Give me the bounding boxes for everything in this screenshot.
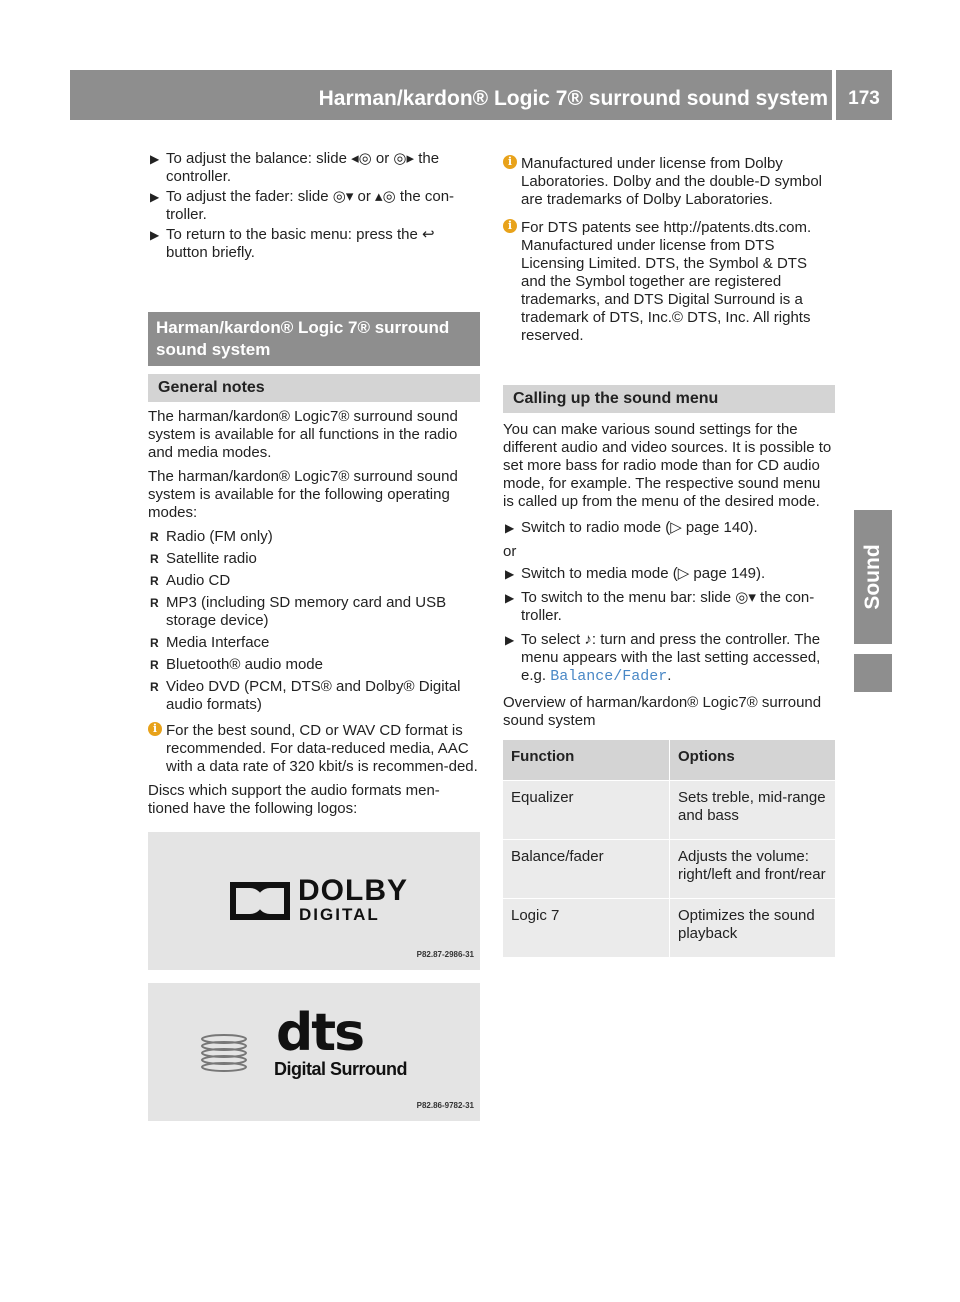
- paragraph: Discs which support the audio formats men-tioned have the following logos:: [148, 782, 440, 817]
- info-note: i Manufactured under license from Dolby Laboratories. Dolby and the double-D symbol are trademarks of Dolby Laboratories.: [503, 155, 835, 209]
- info-icon: i: [148, 722, 162, 736]
- left-column: [148, 150, 480, 1121]
- table-header: Function: [503, 740, 670, 780]
- table-row: Logic 7 Optimizes the sound playback: [503, 898, 835, 957]
- paragraph: Overview of harman/kardon® Logic7® surround sound system: [503, 694, 822, 729]
- info-note: i For DTS patents see http://patents.dts.com. Manufactured under license from DTS Licensing Limited. DTS, the Symbol & DTS and the Symbol together are registered trademarks, and DTS Digital Surround is a trademark of DTS, Inc.© DTS, Inc. All rights reserved.: [503, 219, 835, 345]
- dts-sub: Digital Surround: [274, 1059, 407, 1079]
- page-header-title: Harman/kardon® Logic 7® surround sound system: [318, 87, 828, 110]
- info-icon: i: [503, 219, 517, 233]
- step-item: ▶ Switch to radio mode (▷ page 140).: [505, 519, 758, 536]
- paragraph: The harman/kardon® Logic7® surround sound system is available for the following operating modes:: [148, 468, 458, 521]
- image-code: P82.86-9782-31: [416, 1101, 474, 1110]
- dolby-logo-image: [148, 832, 480, 970]
- dts-wordmark: dts: [276, 1003, 364, 1063]
- list-item: R Audio CD: [150, 572, 231, 589]
- list-item: R Media Interface: [150, 634, 270, 651]
- list-item: R MP3 (including SD memory card and USB storage device): [150, 594, 447, 629]
- step-item: ▶ To return to the basic menu: press the ↩ button briefly.: [150, 226, 435, 261]
- paragraph: The harman/kardon® Logic7® surround sound system is available for all functions in the radio and media modes.: [148, 408, 458, 461]
- image-code: P82.87-2986-31: [416, 950, 474, 959]
- section-title: Harman/kardon® Logic 7® surround sound system: [148, 312, 480, 366]
- table-row: Equalizer Sets treble, mid-range and bass: [503, 780, 835, 839]
- or-text: or: [503, 543, 517, 560]
- list-item: R Video DVD (PCM, DTS® and Dolby® Digital audio formats): [150, 678, 461, 713]
- list-item: R Radio (FM only): [150, 528, 273, 545]
- step-item: ▶ Switch to media mode (▷ page 149).: [505, 565, 766, 582]
- list-item: R Satellite radio: [150, 550, 257, 567]
- list-item: R Bluetooth® audio mode: [150, 656, 323, 673]
- info-icon: i: [503, 155, 517, 169]
- step-item: ▶ To adjust the balance: slide ◂◎ or ◎▸ the controller.: [150, 150, 440, 185]
- options-table: [503, 740, 835, 957]
- dolby-wordmark: DOLBY: [298, 874, 408, 907]
- side-tab-marker: [854, 654, 892, 692]
- page-number: 173: [848, 88, 880, 109]
- right-column: [503, 155, 835, 957]
- step-item: ▶ To select ♪: turn and press the controller. The menu appears with the last setting accessed, e.g. Balance/Fader.: [505, 631, 821, 685]
- paragraph: You can make various sound settings for the different audio and video sources. It is possible to set more bass for radio mode than for CD audio mode, for example. The respective sound menu is called up from the menu of the desired mode.: [503, 421, 832, 510]
- step-item: ▶ To switch to the menu bar: slide ◎▾ the con-troller.: [505, 589, 815, 624]
- dolby-sub: DIGITAL: [299, 905, 380, 924]
- menu-item-code: Balance/Fader: [550, 668, 668, 685]
- table-header: Options: [670, 740, 835, 780]
- subsection-title: General notes: [148, 374, 480, 402]
- side-tab-label: Sound: [861, 544, 884, 610]
- dts-logo-image: [148, 983, 480, 1121]
- step-item: ▶ To adjust the fader: slide ◎▾ or ▴◎ the con-troller.: [150, 188, 455, 223]
- table-row: Balance/fader Adjusts the volume: right/left and front/rear: [503, 839, 835, 898]
- subsection-title: Calling up the sound menu: [503, 385, 835, 413]
- info-note: i For the best sound, CD or WAV CD format is recommended. For data-reduced media, AAC with a data rate of 320 kbit/s is recommen-ded.: [148, 722, 480, 776]
